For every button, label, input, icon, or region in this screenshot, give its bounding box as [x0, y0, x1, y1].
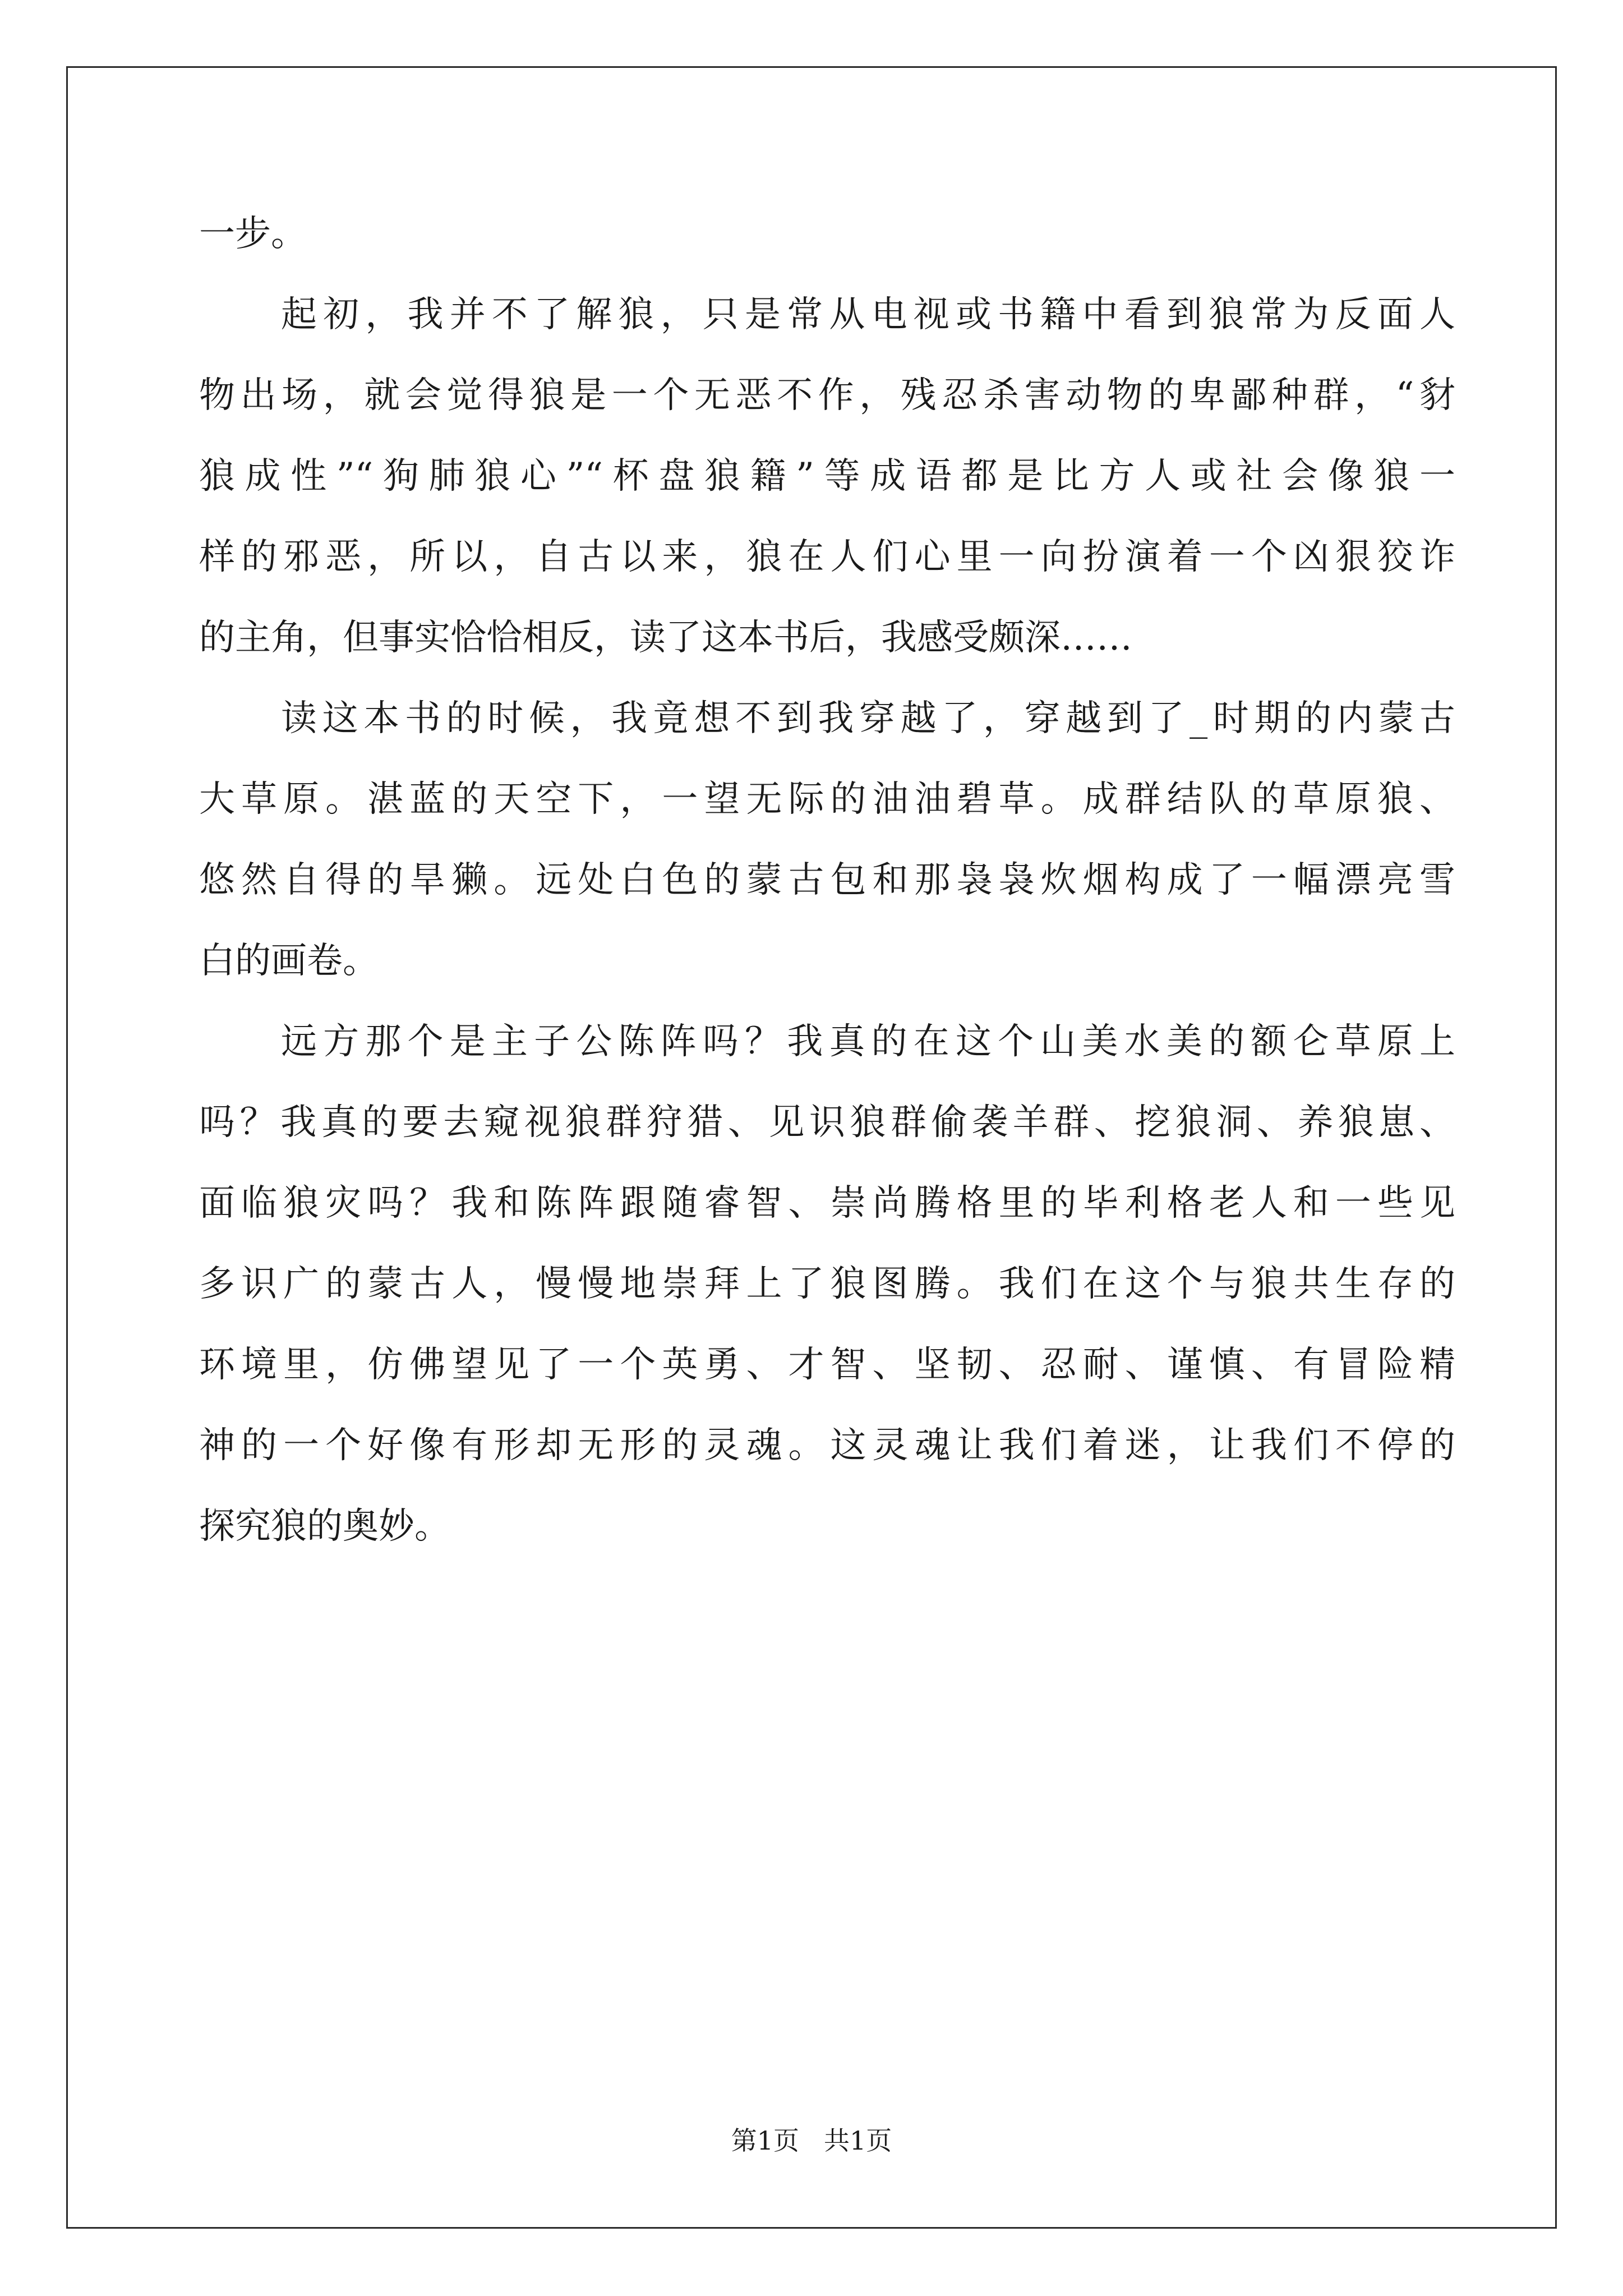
- page-number: 第1页: [731, 2125, 800, 2156]
- text-line: 面临狼灾吗？我和陈阵跟随睿智、崇尚腾格里的毕利格老人和一些见: [199, 1182, 1455, 1224]
- text-line: 物出场，就会觉得狼是一个无恶不作，残忍杀害动物的卑鄙种群，“豺: [199, 375, 1455, 416]
- text-line: 探究狼的奥妙。: [199, 1506, 450, 1547]
- text-line: 悠然自得的旱獭。远处白色的蒙古包和那袅袅炊烟构成了一幅漂亮雪: [199, 859, 1455, 901]
- text-line: 环境里，仿佛望见了一个英勇、才智、坚韧、忍耐、谨慎、有冒险精: [199, 1344, 1455, 1386]
- text-line: 狼成性”“狗肺狼心”“杯盘狼籍”等成语都是比方人或社会像狼一: [199, 455, 1455, 497]
- page-footer: [0, 2124, 1623, 2157]
- text-line: 的主角，但事实恰恰相反，读了这本书后，我感受颇深……: [199, 617, 1132, 659]
- page-total: 共1页: [823, 2125, 892, 2156]
- text-line: 读这本书的时候，我竟想不到我穿越了，穿越到了_时期的内蒙古: [281, 698, 1455, 739]
- document-body: [199, 194, 1455, 1567]
- text-line: 一步。: [199, 213, 307, 255]
- text-line: 远方那个是主子公陈阵吗？我真的在这个山美水美的额仑草原上: [281, 1021, 1455, 1062]
- text-line: 大草原。湛蓝的天空下，一望无际的油油碧草。成群结队的草原狼、: [199, 779, 1455, 820]
- text-line: 神的一个好像有形却无形的灵魂。这灵魂让我们着迷，让我们不停的: [199, 1425, 1455, 1466]
- text-line: 样的邪恶，所以，自古以来，狼在人们心里一向扮演着一个凶狠狡诈: [199, 536, 1455, 578]
- text-line: 起初，我并不了解狼，只是常从电视或书籍中看到狼常为反面人: [281, 294, 1455, 335]
- text-line: 吗？我真的要去窥视狼群狩猎、见识狼群偷袭羊群、挖狼洞、养狼崽、: [199, 1102, 1455, 1143]
- text-line: 多识广的蒙古人，慢慢地崇拜上了狼图腾。我们在这个与狼共生存的: [199, 1263, 1455, 1305]
- text-line: 白的画卷。: [199, 940, 379, 982]
